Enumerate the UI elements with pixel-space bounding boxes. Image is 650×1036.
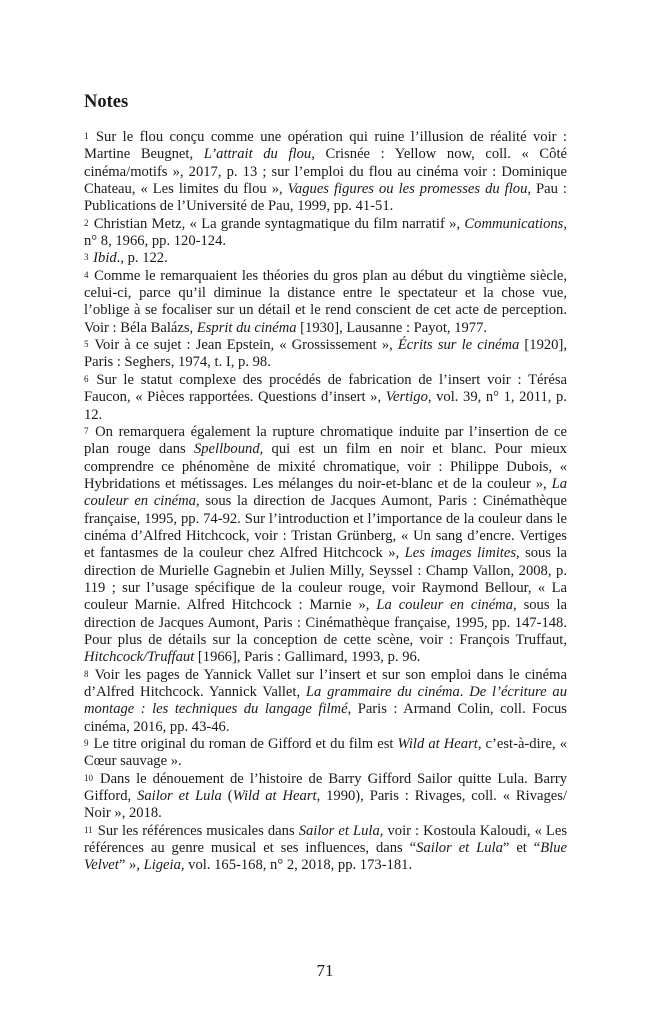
footnote-number: 4	[84, 269, 89, 280]
note-text: Sur le statut complexe des procédés de fabrication de l’insert voir : Térésa Faucon, « Pièces rapportées. Questions d’insert »,	[84, 371, 567, 406]
footnote-number: 7	[84, 425, 89, 436]
footnote-8	[84, 667, 567, 736]
note-text: Dans le dénouement de l’histoire de Barry Gifford Sailor quitte Lula. Barry Gifford,	[84, 770, 567, 805]
note-text: , n° 8, 1966, pp. 120-124.	[84, 215, 567, 250]
footnote-number: 8	[84, 668, 89, 679]
note-text: , Pau : Publications de l’Université de Pau, 1999, pp. 41-51.	[84, 181, 567, 215]
footnote-number: 10	[84, 772, 93, 783]
footnote-number: 3	[84, 252, 89, 263]
footnote-1	[84, 129, 567, 216]
notes-list	[84, 129, 567, 875]
note-text: , Paris : Armand Colin, coll. Focus cinéma, 2016, pp. 43-46.	[84, 701, 567, 735]
footnote-number: 5	[84, 339, 89, 350]
italic-title: Blue Velvet	[84, 840, 567, 874]
italic-title: Esprit du cinéma	[196, 319, 297, 336]
note-text: Le titre original du roman de Gifford et du film est	[89, 736, 398, 753]
italic-title: Ibid	[93, 250, 117, 267]
note-text: , c’est-à-dire, « Cœur sauvage ».	[84, 736, 567, 770]
note-text: .	[459, 684, 470, 700]
note-text: On remarquera également la rupture chromatique induite par l’insertion de ce plan rouge dans	[84, 423, 567, 458]
footnote-number: 11	[84, 824, 93, 835]
italic-title: Vagues figures ou les promesses du flou	[287, 181, 528, 198]
italic-title: La grammaire du cinéma	[305, 684, 460, 700]
note-text: ” et “	[502, 840, 541, 857]
italic-title: De l’écriture au montage : les techniques du langage filmé	[84, 684, 567, 718]
note-text: ” »,	[118, 857, 144, 874]
footnote-number: 2	[84, 217, 89, 228]
italic-title: Sailor et Lula	[416, 840, 503, 857]
note-text: ., p. 122.	[116, 250, 168, 267]
note-text: , qui est un film en noir et blanc. Pour mieux comprendre ce phénomène de mixité chromatique, voir : Philippe Dubois, « Hybridations et métissages. Les mélanges du noir-et-blanc et de la couleur »,	[84, 441, 567, 492]
footnote-5	[84, 337, 567, 372]
note-text: , 1990), Paris : Rivages, coll. « Rivages/ Noir », 2018.	[84, 788, 567, 822]
italic-title: Wild at Heart	[397, 736, 478, 753]
note-text: (	[221, 788, 233, 805]
note-text: [1930], Lausanne : Payot, 1977.	[296, 319, 488, 336]
note-text: , vol. 165-168, n° 2, 2018, pp. 173-181.	[180, 857, 413, 874]
footnote-9	[84, 736, 567, 771]
footnote-4	[84, 268, 567, 337]
notes-heading: Notes	[84, 92, 129, 112]
italic-title: L’attrait du flou	[203, 146, 312, 163]
note-text: Sur le flou conçu comme une opération qui ruine l’illusion de réalité voir : Martine Beugnet,	[84, 129, 567, 163]
note-text: [1966], Paris : Gallimard, 1993, p. 96.	[194, 649, 421, 666]
italic-title: Sailor et Lula	[137, 788, 222, 805]
footnote-number: 1	[84, 131, 89, 141]
italic-title: Sailor et Lula,	[298, 822, 384, 839]
footnote-number: 6	[84, 373, 89, 384]
italic-title: La couleur en cinéma	[84, 475, 567, 510]
note-text: , sous la direction de Murielle Gagnebin et Julien Milly, Seyssel : Champ Vallon, 2008, p. 119 ; sur l’usage spécifique de la couleur rouge, voir Raymond Bellour, « La couleur Marnie. Alfred Hitchcock : Marnie »,	[84, 545, 567, 614]
italic-title: Écrits sur le cinéma	[397, 337, 520, 354]
note-text: Sur les références musicales dans	[93, 822, 299, 839]
footnote-7	[84, 424, 567, 667]
footnote-11	[84, 823, 567, 875]
note-text: Christian Metz, « La grande syntagmatique du film narratif »,	[89, 215, 465, 232]
page-number: 71	[316, 961, 334, 980]
italic-title: Wild at Heart	[232, 788, 317, 805]
footnote-10	[84, 771, 567, 823]
footnote-number: 9	[84, 738, 89, 749]
footnote-2	[84, 216, 567, 251]
italic-title: Spellbound	[193, 441, 260, 458]
note-text: Voir à ce sujet : Jean Epstein, « Grossissement »,	[89, 337, 398, 354]
note-text: voir : Kostoula Kaloudi, « Les références au genre musical et ses influences, dans “	[84, 822, 568, 857]
footnote-6	[84, 372, 567, 424]
note-text: , vol. 39, n° 1, 2011, p. 12.	[84, 389, 567, 423]
italic-title: Les images limites	[404, 545, 517, 562]
italic-title: Vertigo	[385, 389, 428, 406]
italic-title: Hitchcock/Truffaut	[84, 649, 195, 666]
note-text: Comme le remarquaient les théories du gros plan au début du vingtième siècle, celui-ci, parce qu’il diminue la distance entre le spectateur et la chose vue, l’oblige à se focaliser sur un détail et le rend conscient de cet acte de perception. Voir : Béla Balázs,	[84, 267, 567, 336]
note-text: [1920], Paris : Seghers, 1974, t. I, p. 98.	[84, 337, 567, 371]
footnote-3	[84, 250, 567, 267]
note-text: , sous la direction de Jacques Aumont, Paris : Cinémathèque française, 1995, pp. 147-148. Pour plus de détails sur la conception de cette scène, voir : François Truffaut,	[84, 597, 567, 648]
note-text: Voir les pages de Yannick Vallet sur l’insert et sur son emploi dans le cinéma d’Alfred Hitchcock. Yannick Vallet,	[84, 666, 567, 700]
note-text: , Crisnée : Yellow now, coll. « Côté cinéma/motifs », 2017, p. 13 ; sur l’emploi du flou au cinéma voir : Dominique Chateau, « Les limites du flou »,	[84, 146, 567, 198]
italic-title: Ligeia	[143, 857, 181, 874]
note-text: , sous la direction de Jacques Aumont, Paris : Cinémathèque française, 1995, pp. 74-92. Sur l’introduction et l’importance de la couleur dans le cinéma d’Alfred Hitchcock, voir : Tristan Grünberg, « Un sang d’encre. Vertiges et fantasmes de la couleur chez Alfred Hitchcock »,	[84, 493, 567, 562]
italic-title: La couleur en cinéma	[376, 597, 514, 614]
italic-title: Communications	[464, 215, 564, 232]
